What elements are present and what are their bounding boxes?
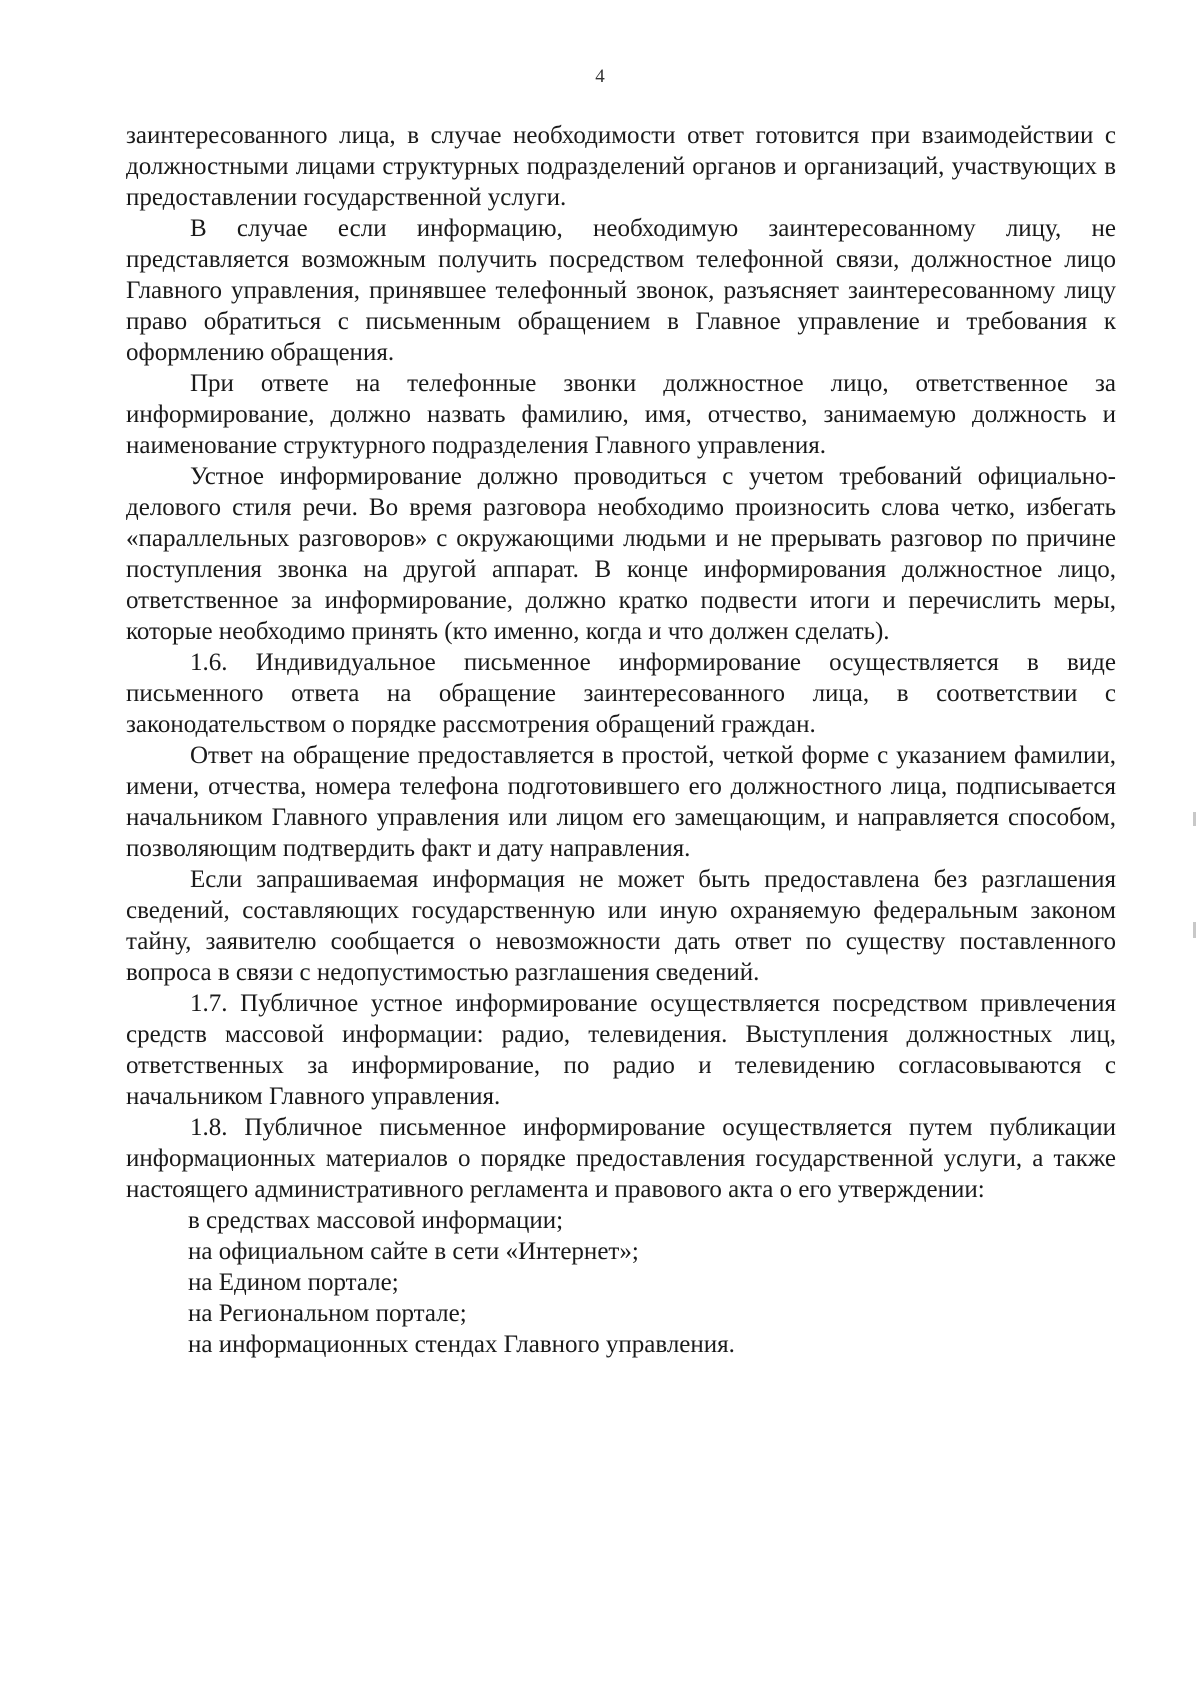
list-item: на официальном сайте в сети «Интернет»; [188, 1238, 639, 1265]
list-item: на Едином портале; [188, 1269, 399, 1296]
scan-edge-mark [1193, 812, 1196, 826]
paragraph: Ответ на обращение предоставляется в простой, четкой форме с указанием фамилии, имени, отчества, номера телефона подготовившего его должностного лица, подписывается начальником Главного управления или лицом его замещающим, и направляется способом, позволяющим подтвердить факт и дату направления. [126, 742, 1116, 862]
paragraph: заинтересованного лица, в случае необходимости ответ готовится при взаимодействии с должностными лицами структурных подразделений органов и организаций, участвующих в предоставлении государственной услуги. [126, 122, 1116, 211]
page-number: 4 [595, 66, 605, 87]
publication-channels-list [126, 1205, 1116, 1360]
list-item: в средствах массовой информации; [188, 1207, 564, 1234]
paragraph-section-1-8: 1.8. Публичное письменное информирование осуществляется путем публикации информационных материалов о порядке предоставления государственной услуги, а также настоящего административного регламента и правового акта о его утверждении: [126, 1114, 1116, 1203]
paragraph: Устное информирование должно проводиться с учетом требований официально-делового стиля речи. Во время разговора необходимо произносить слова четко, избегать «параллельных разговоров» с окружающими людьми и не прерывать разговор по причине поступления звонка на другой аппарат. В конце информирования должностное лицо, ответственное за информирование, должно кратко подвести итоги и перечислить меры, которые необходимо принять (кто именно, когда и что должен сделать). [126, 463, 1116, 645]
paragraph: В случае если информацию, необходимую заинтересованному лицу, не представляется возможным получить посредством телефонной связи, должностное лицо Главного управления, принявшее телефонный звонок, разъясняет заинтересованному лицу право обратиться с письменным обращением в Главное управление и требования к оформлению обращения. [126, 215, 1116, 366]
document-body [126, 120, 1116, 1360]
scan-edge-mark [1193, 922, 1196, 938]
paragraph: При ответе на телефонные звонки должностное лицо, ответственное за информирование, должно назвать фамилию, имя, отчество, занимаемую должность и наименование структурного подразделения Главного управления. [126, 370, 1116, 459]
paragraph: Если запрашиваемая информация не может быть предоставлена без разглашения сведений, составляющих государственную или иную охраняемую федеральным законом тайну, заявителю сообщается о невозможности дать ответ по существу поставленного вопроса в связи с недопустимостью разглашения сведений. [126, 866, 1116, 986]
paragraph-section-1-7: 1.7. Публичное устное информирование осуществляется посредством привлечения средств массовой информации: радио, телевидения. Выступления должностных лиц, ответственных за информирование, по радио и телевидению согласовываются с начальником Главного управления. [126, 990, 1116, 1110]
paragraph-section-1-6: 1.6. Индивидуальное письменное информирование осуществляется в виде письменного ответа на обращение заинтересованного лица, в соответствии с законодательством о порядке рассмотрения обращений граждан. [126, 649, 1116, 738]
list-item: на Региональном портале; [188, 1300, 467, 1327]
list-item: на информационных стендах Главного управления. [188, 1331, 735, 1358]
